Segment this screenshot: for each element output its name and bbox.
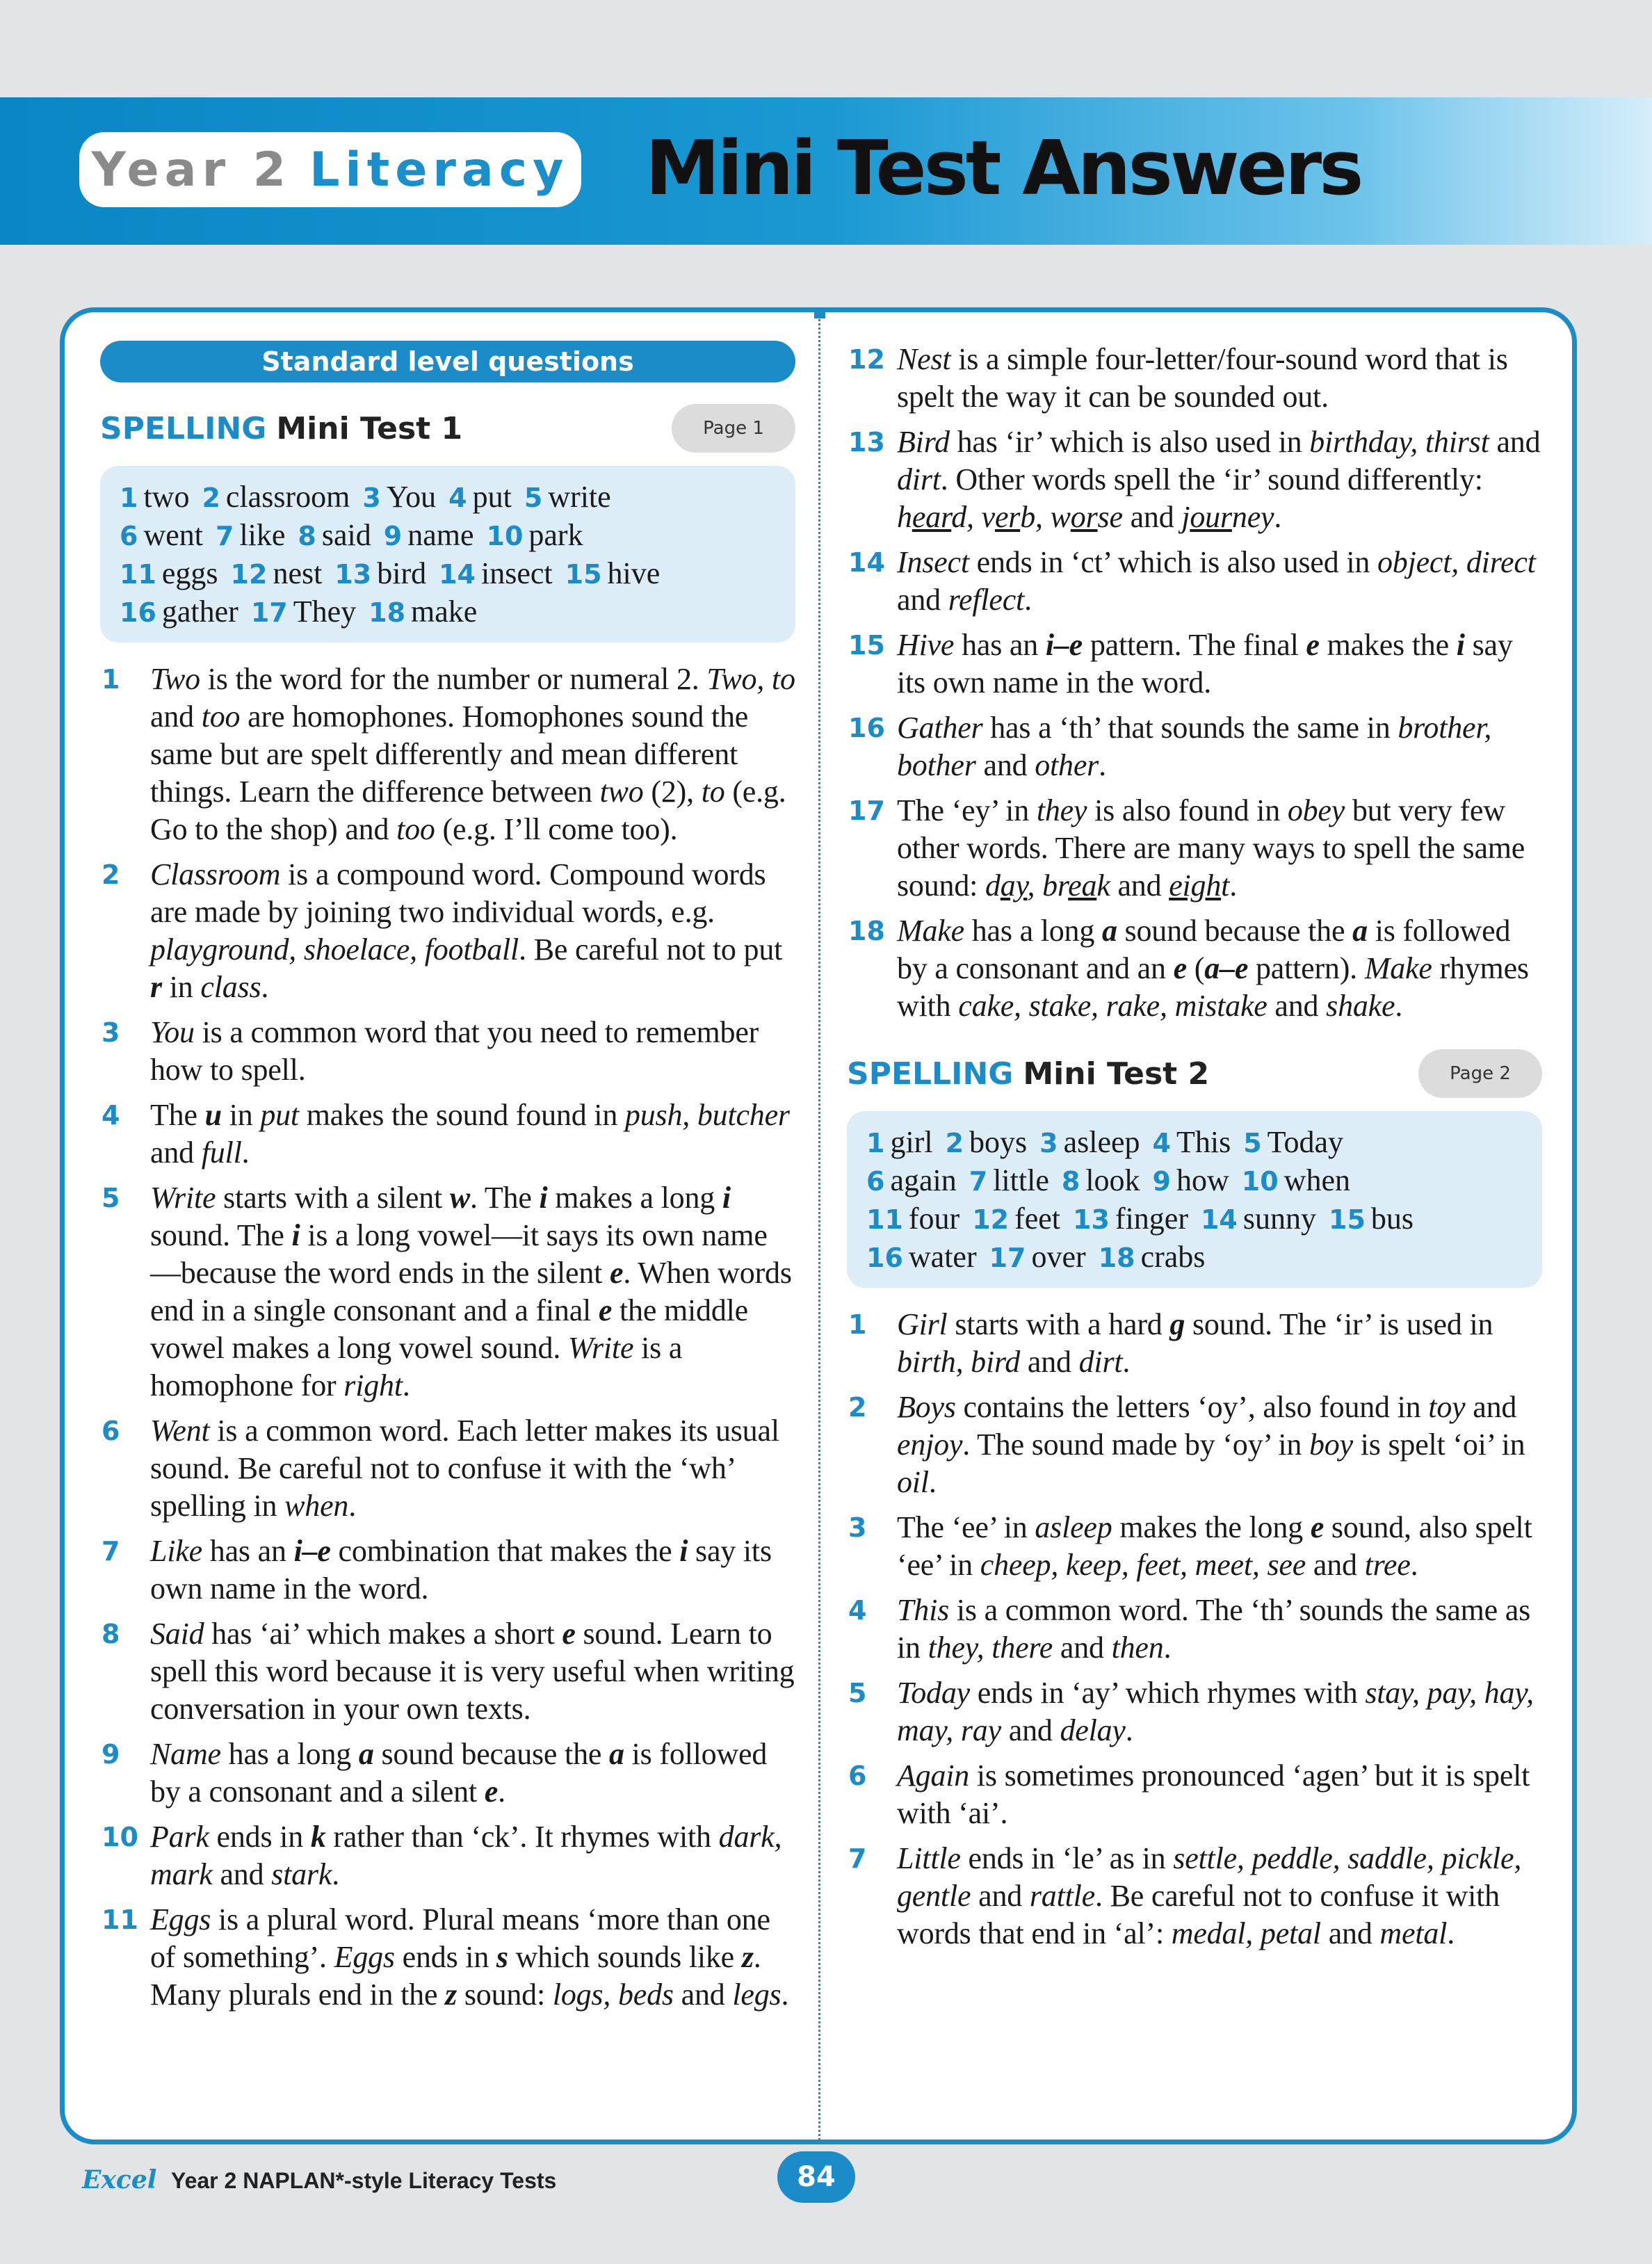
explanation-text: Boys contains the letters ‘oy’, also found in toy and enjoy. The sound made by ‘oy’ in boy is spelt ‘oi’ in oil.: [897, 1390, 1525, 1499]
answer-item: [1153, 1125, 1231, 1159]
explanation-item: [847, 1306, 1542, 1381]
explanation-item: [100, 1014, 795, 1089]
answer-number: 7: [215, 521, 234, 551]
answer-number: 2: [202, 483, 220, 513]
answer-word: bird: [377, 556, 427, 590]
explanation-text: Said has ‘ai’ which makes a short e sound. Learn to spell this word because it is very useful when writing conversation in your own texts.: [150, 1617, 795, 1726]
explanation-item: [847, 912, 1542, 1025]
explanation-item: [847, 1592, 1542, 1667]
answer-item: [487, 518, 583, 552]
explanation-text: The ‘ey’ in they is also found in obey but very few other words. There are many ways to spell the same sound: day, break and eight.: [897, 793, 1525, 903]
answer-word: write: [548, 480, 611, 514]
answer-word: went: [143, 518, 203, 552]
year-label: Year 2: [91, 142, 292, 197]
explanation-number: 9: [102, 1739, 120, 1770]
explanation-item: [847, 1757, 1542, 1832]
answer-item: [251, 595, 356, 629]
answer-item: [565, 556, 661, 590]
explanation-item: [847, 1389, 1542, 1501]
answer-word: finger: [1115, 1202, 1188, 1236]
answer-word: eggs: [161, 556, 218, 590]
answer-number: 16: [866, 1243, 903, 1273]
explanation-item: [100, 1736, 795, 1811]
answer-number: 10: [1241, 1166, 1279, 1197]
answer-item: [202, 480, 350, 514]
answer-word: again: [890, 1163, 957, 1197]
answer-line: [866, 1124, 1523, 1162]
test1-explanations-continued: [847, 341, 1542, 1025]
answer-item: [972, 1202, 1060, 1236]
answer-item: [1243, 1125, 1343, 1159]
answer-item: [524, 480, 611, 514]
explanation-item: [100, 1818, 795, 1893]
explanation-number: 4: [102, 1100, 120, 1131]
test2-explanations: [847, 1306, 1542, 1952]
answer-number: 11: [120, 559, 156, 590]
answer-number: 1: [866, 1128, 885, 1158]
answer-number: 15: [1329, 1204, 1366, 1235]
answer-item: [1329, 1202, 1414, 1236]
answer-number: 18: [369, 597, 406, 628]
answer-line: [120, 593, 776, 631]
answer-word: put: [472, 480, 512, 514]
explanation-text: Name has a long a sound because the a is followed by a consonant and a silent e.: [150, 1737, 768, 1809]
explanation-text: Park ends in k rather than ‘ck’. It rhymes with dark, mark and stark.: [150, 1820, 782, 1891]
explanation-item: [847, 423, 1542, 536]
answer-number: 18: [1098, 1243, 1135, 1273]
explanation-number: 14: [848, 547, 885, 578]
explanation-text: Write starts with a silent w. The i makes a long i sound. The i is a long vowel—it says its own name—because the word ends in the silent e. When words end in a single consonant and a final e the middle vowel makes a long vowel sound. Write is a homophone for right.: [150, 1181, 792, 1402]
explanation-text: Went is a common word. Each letter makes its usual sound. Be careful not to confuse it with the ‘wh’ spelling in when.: [150, 1414, 779, 1523]
answer-number: 4: [1152, 1128, 1171, 1158]
answer-item: [1073, 1202, 1188, 1236]
answer-number: 3: [362, 483, 381, 513]
answer-item: [1062, 1163, 1140, 1197]
explanation-item: [847, 792, 1542, 905]
explanation-number: 5: [848, 1678, 867, 1708]
test2-heading: [847, 1049, 1542, 1099]
explanation-text: Girl starts with a hard g sound. The ‘ir’ is used in birth, bird and dirt.: [897, 1307, 1493, 1379]
test1-spelling-label: SPELLING: [100, 410, 267, 446]
answer-item: [120, 480, 189, 514]
answer-word: You: [386, 480, 437, 514]
answer-item: [1201, 1202, 1316, 1236]
explanation-text: You is a common word that you need to remember how to spell.: [150, 1015, 759, 1087]
explanation-item: [847, 1840, 1542, 1952]
explanation-text: The ‘ee’ in asleep makes the long e sound, also spelt ‘ee’ in cheep, keep, feet, meet, see and tree.: [897, 1510, 1532, 1582]
answer-number: 4: [448, 483, 467, 513]
explanation-text: This is a common word. The ‘th’ sounds the same as in they, there and then.: [897, 1593, 1531, 1665]
answer-number: 7: [969, 1166, 988, 1197]
explanation-number: 10: [102, 1822, 138, 1852]
explanation-text: Today ends in ‘ay’ which rhymes with stay, pay, hay, may, ray and delay.: [897, 1676, 1534, 1747]
explanation-number: 15: [848, 630, 885, 661]
answer-item: [231, 556, 323, 590]
literacy-label: Literacy: [309, 142, 569, 197]
answer-word: park: [528, 518, 583, 552]
answer-word: insect: [481, 556, 553, 590]
book-title: Year 2 NAPLAN*-style Literacy Tests: [171, 2168, 557, 2193]
answer-word: water: [908, 1240, 977, 1274]
explanation-number: 8: [102, 1619, 120, 1649]
explanation-number: 1: [848, 1309, 867, 1340]
answer-number: 11: [866, 1204, 903, 1235]
answer-word: bus: [1370, 1202, 1414, 1236]
answer-word: name: [407, 518, 474, 552]
answer-word: classroom: [225, 480, 350, 514]
answer-number: 14: [439, 559, 476, 590]
explanation-number: 2: [102, 859, 120, 890]
answer-number: 16: [120, 597, 156, 628]
explanation-number: 13: [848, 427, 885, 458]
answer-number: 17: [989, 1243, 1026, 1273]
answer-number: 13: [334, 559, 372, 590]
explanation-text: Two is the word for the number or numeral 2. Two, to and too are homophones. Homophones sound the same but are spelt differently and mean different things. Learn the difference between two (2), to (e.g. Go to the shop) and too (e.g. I’ll come too).: [150, 662, 795, 846]
explanation-text: Classroom is a compound word. Compound words are made by joining two individual words, e.g. playground, shoelace, football. Be careful not to put r in class.: [150, 857, 783, 1004]
level-heading: Standard level questions: [100, 341, 795, 382]
test1-answer-box: [100, 466, 795, 642]
answer-number: 5: [1243, 1128, 1262, 1158]
left-column: [100, 341, 795, 2021]
answer-word: when: [1283, 1163, 1350, 1197]
answer-number: 8: [1061, 1166, 1080, 1197]
answer-item: [866, 1125, 933, 1159]
answer-item: [866, 1163, 957, 1197]
answer-item: [866, 1202, 959, 1236]
answer-word: hive: [607, 556, 661, 590]
answer-number: 15: [565, 559, 602, 590]
explanation-item: [847, 341, 1542, 416]
explanation-item: [847, 709, 1542, 784]
test1-mini-label: Mini Test 1: [276, 410, 463, 446]
answer-word: crabs: [1140, 1240, 1206, 1274]
answer-item: [120, 518, 203, 552]
answer-line: [120, 517, 776, 555]
answer-word: Today: [1267, 1125, 1344, 1159]
explanation-item: [847, 1509, 1542, 1584]
answer-number: 13: [1073, 1204, 1110, 1235]
answer-item: [120, 595, 238, 629]
answer-number: 6: [866, 1166, 885, 1197]
subject-badge: [79, 132, 581, 207]
explanation-number: 2: [848, 1392, 867, 1423]
answer-word: nest: [273, 556, 323, 590]
answer-word: how: [1176, 1163, 1229, 1197]
answer-word: boys: [969, 1125, 1028, 1159]
answer-word: said: [321, 518, 371, 552]
explanation-item: [847, 1674, 1542, 1749]
answer-line: [866, 1238, 1523, 1277]
explanation-text: Like has an i–e combination that makes the i say its own name in the word.: [150, 1534, 772, 1606]
answer-word: little: [993, 1163, 1049, 1197]
answer-line: [866, 1162, 1523, 1200]
explanation-item: [100, 661, 795, 848]
answer-item: [384, 518, 474, 552]
answer-number: 1: [120, 483, 138, 513]
explanation-number: 17: [848, 795, 885, 826]
explanation-number: 7: [102, 1536, 120, 1567]
answer-line: [120, 555, 776, 593]
explanation-number: 11: [102, 1905, 138, 1935]
answer-item: [439, 556, 553, 590]
answer-number: 14: [1200, 1204, 1238, 1235]
explanation-number: 5: [102, 1183, 120, 1213]
answer-item: [1242, 1163, 1350, 1197]
test2-mini-label: Mini Test 2: [1023, 1056, 1210, 1092]
answer-number: 9: [1152, 1166, 1171, 1197]
explanation-text: The u in put makes the sound found in push, butcher and full.: [150, 1098, 790, 1170]
answer-word: sunny: [1242, 1202, 1316, 1236]
answer-number: 10: [486, 521, 524, 551]
explanation-item: [100, 1615, 795, 1728]
answer-line: [120, 478, 776, 517]
explanation-item: [847, 544, 1542, 619]
answer-word: This: [1176, 1125, 1231, 1159]
answer-item: [969, 1163, 1049, 1197]
answer-item: [1039, 1125, 1140, 1159]
answer-number: 12: [972, 1204, 1010, 1235]
explanation-item: [100, 1901, 795, 2014]
explanation-text: Little ends in ‘le’ as in settle, peddle, saddle, pickle, gentle and rattle. Be careful not to confuse it with words that end in ‘al’: medal, petal and metal.: [897, 1841, 1522, 1950]
answer-word: two: [143, 480, 190, 514]
answer-item: [334, 556, 426, 590]
explanation-number: 4: [848, 1595, 867, 1626]
explanation-number: 6: [102, 1416, 120, 1446]
answer-number: 6: [120, 521, 138, 551]
answer-word: gather: [161, 595, 238, 629]
explanation-item: [100, 856, 795, 1006]
answer-word: over: [1031, 1240, 1086, 1274]
test1-page-badge: Page 1: [672, 404, 795, 453]
answer-item: [298, 518, 371, 552]
explanation-text: Insect ends in ‘ct’ which is also used in object, direct and reflect.: [897, 545, 1536, 617]
answer-number: 9: [383, 521, 403, 551]
answer-number: 17: [250, 597, 288, 628]
test1-heading: [100, 403, 795, 453]
explanation-text: Hive has an i–e pattern. The final e makes the i say its own name in the word.: [897, 628, 1513, 700]
explanation-text: Nest is a simple four-letter/four-sound word that is spelt the way it can be sounded out.: [897, 342, 1508, 414]
answer-number: 5: [524, 483, 543, 513]
answer-item: [1099, 1240, 1206, 1274]
answer-number: 2: [945, 1128, 964, 1158]
column-divider: [818, 312, 820, 2140]
answer-word: asleep: [1063, 1125, 1140, 1159]
answer-word: girl: [890, 1125, 933, 1159]
explanation-text: Gather has a ‘th’ that sounds the same in brother, bother and other.: [897, 711, 1492, 782]
explanation-number: 18: [848, 916, 885, 946]
test2-answer-box: [847, 1111, 1542, 1288]
divider-marker: [814, 307, 825, 318]
answer-word: look: [1085, 1163, 1140, 1197]
answer-item: [989, 1240, 1086, 1274]
answer-item: [369, 595, 477, 629]
test2-page-badge: Page 2: [1418, 1049, 1542, 1098]
explanation-number: 3: [102, 1017, 120, 1048]
explanation-item: [100, 1533, 795, 1608]
answer-word: feet: [1014, 1202, 1061, 1236]
explanation-text: Eggs is a plural word. Plural means ‘more than one of something’. Eggs ends in s which sounds like z. Many plurals end in the z sound: logs, beds and legs.: [150, 1902, 789, 2012]
explanation-number: 7: [848, 1843, 867, 1874]
explanation-number: 16: [848, 713, 885, 743]
explanation-item: [100, 1179, 795, 1405]
explanation-number: 1: [102, 664, 120, 695]
answer-item: [120, 556, 218, 590]
answer-word: They: [293, 595, 357, 629]
answer-number: 3: [1039, 1128, 1058, 1158]
answer-word: four: [908, 1202, 960, 1236]
explanation-text: Bird has ‘ir’ which is also used in birthday, thirst and dirt. Other words spell the ‘ir’ sound differently: heard, verb, worse and journey.: [897, 425, 1541, 534]
answer-item: [362, 480, 436, 514]
page-number: 84: [777, 2151, 855, 2203]
explanation-item: [100, 1412, 795, 1525]
answer-item: [448, 480, 512, 514]
answer-word: like: [239, 518, 286, 552]
page-title: Mini Test Answers: [645, 125, 1361, 212]
explanation-item: [847, 626, 1542, 702]
answer-item: [946, 1125, 1028, 1159]
right-column: [847, 341, 1542, 1960]
explanation-text: Make has a long a sound because the a is followed by a consonant and an e (a–e pattern). Make rhymes with cake, stake, rake, mistake and shake.: [897, 914, 1529, 1023]
answer-line: [866, 1200, 1523, 1238]
explanation-number: 6: [848, 1761, 867, 1791]
explanation-number: 12: [848, 344, 885, 375]
brand-logo: Excel: [82, 2165, 157, 2194]
answer-number: 8: [298, 521, 316, 551]
test1-explanations: [100, 661, 795, 2014]
answer-number: 12: [230, 559, 268, 590]
explanation-number: 3: [848, 1512, 867, 1543]
test2-spelling-label: SPELLING: [847, 1056, 1014, 1092]
answer-word: make: [411, 595, 478, 629]
answer-item: [866, 1240, 977, 1274]
answer-item: [1153, 1163, 1229, 1197]
answer-item: [216, 518, 285, 552]
explanation-text: Again is sometimes pronounced ‘agen’ but it is spelt with ‘ai’.: [897, 1758, 1530, 1830]
explanation-item: [100, 1097, 795, 1172]
